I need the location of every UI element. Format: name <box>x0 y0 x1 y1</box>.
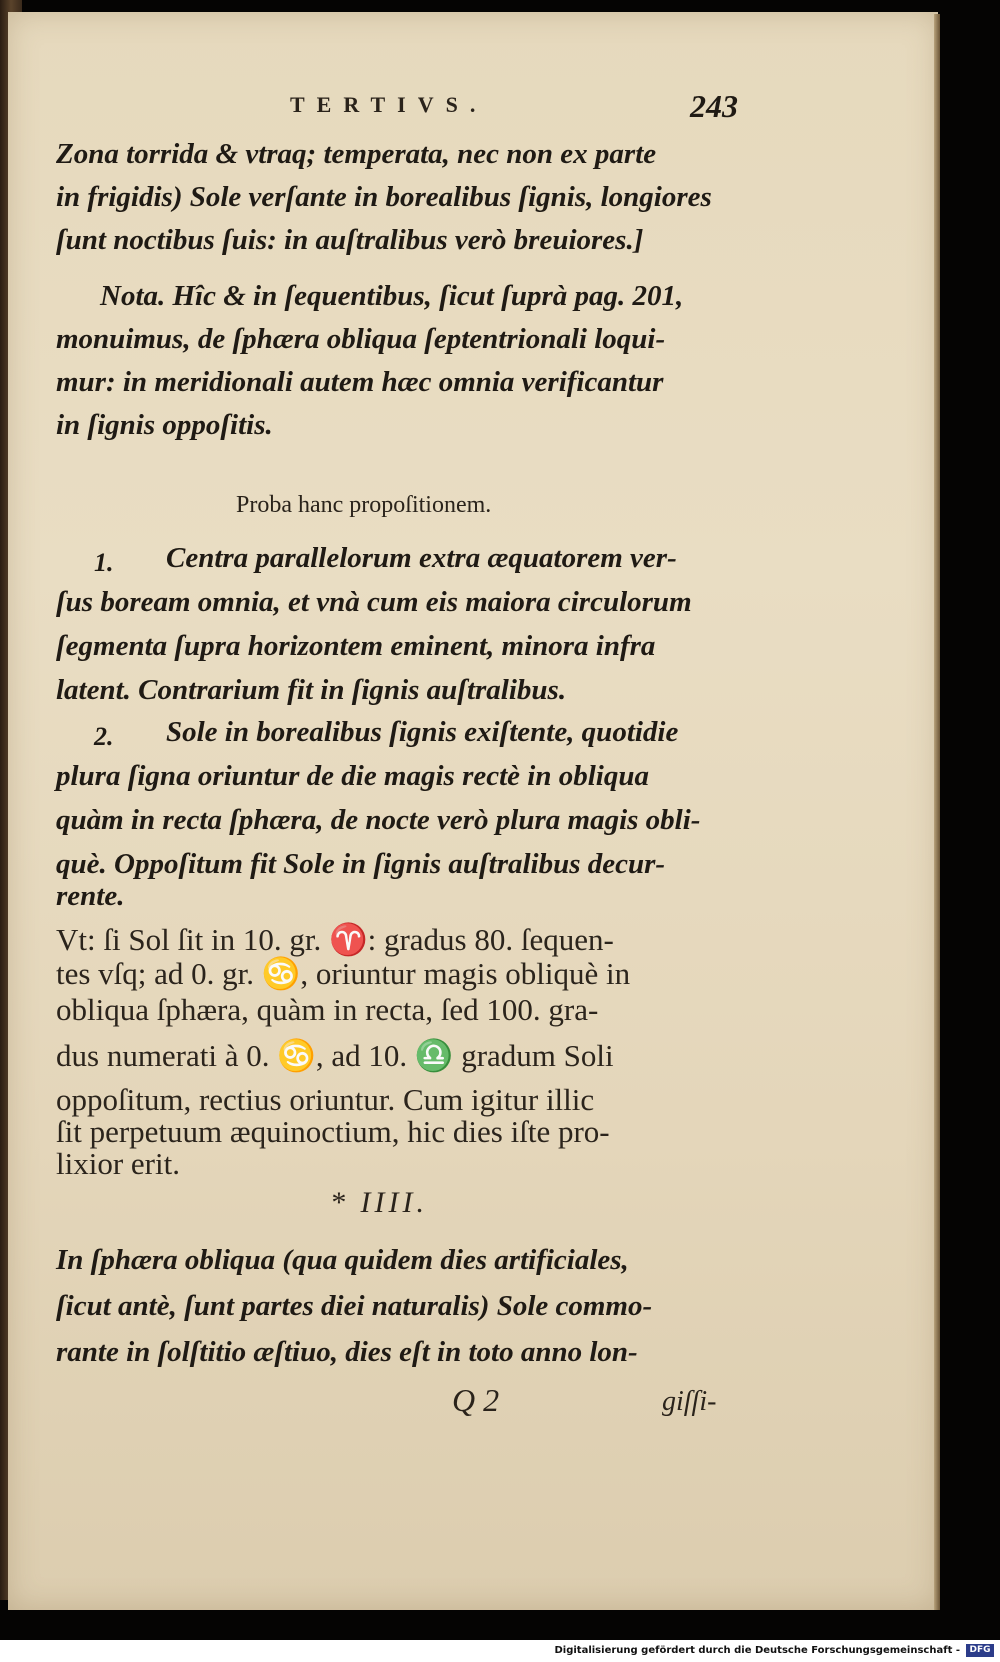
item-number: 1. <box>94 548 114 577</box>
text-line: Vt: ſi Sol ſit in 10. gr. ♈: gradus 80. ſequen- <box>56 922 614 957</box>
text-line: Centra parallelorum extra æquatorem ver- <box>166 542 677 574</box>
text-line: in frigidis) Sole verſante in borealibus ſignis, longiores <box>56 181 712 213</box>
page-number: 243 <box>690 88 738 124</box>
catchword: giſſi- <box>662 1386 717 1417</box>
text-line: oppoſitum, rectius oriuntur. Cum igitur illic <box>56 1082 595 1117</box>
section-subheading: Proba hanc propoſitionem. <box>236 492 492 518</box>
text-line: ſus boream omnia, et vnà cum eis maiora circulorum <box>56 586 692 618</box>
text-line: ſit perpetuum æquinoctium, hic dies iſte pro- <box>56 1114 610 1149</box>
text-line: in ſignis oppoſitis. <box>56 409 273 441</box>
running-title: TERTIVS. <box>290 92 488 117</box>
text-line: Nota. Hîc & in ſequentibus, ſicut ſuprà pag. 201, <box>100 280 684 312</box>
text-line: mur: in meridionali autem hæc omnia verificantur <box>56 366 664 398</box>
text-line: què. Oppoſitum fit Sole in ſignis auſtralibus decur- <box>56 848 666 880</box>
text-line: quàm in recta ſphæra, de nocte verò plura magis obli- <box>56 804 701 836</box>
digitization-credit: Digitalisierung gefördert durch die Deutsche Forschungsgemeinschaft - <box>554 1645 960 1656</box>
dfg-logo: DFG <box>966 1644 994 1657</box>
text-line: Zona torrida & vtraq; temperata, nec non ex parte <box>56 138 657 170</box>
text-line: rente. <box>56 880 125 912</box>
text-line: latent. Contrarium fit in ſignis auſtralibus. <box>56 674 567 706</box>
text-line: tes vſq; ad 0. gr. ♋, oriuntur magis obliquè in <box>56 956 631 991</box>
text-line: ſunt noctibus ſuis: in auſtralibus verò breuiores.] <box>56 224 644 256</box>
text-line: plura ſigna oriuntur de die magis rectè in obliqua <box>56 760 649 792</box>
text-line: ſicut antè, ſunt partes diei naturalis) Sole commo- <box>56 1290 653 1322</box>
text-line: lixior erit. <box>56 1146 180 1181</box>
text-line: ſegmenta ſupra horizontem eminent, minora infra <box>56 630 656 662</box>
text-line: dus numerati à 0. ♋, ad 10. ♎ gradum Soli <box>56 1038 614 1073</box>
text-line: Sole in borealibus ſignis exiſtente, quotidie <box>166 716 679 748</box>
text-line: rante in ſolſtitio æſtiuo, dies eſt in toto anno lon- <box>56 1336 638 1368</box>
text-line: monuimus, de ſphæra obliqua ſeptentrionali loqui- <box>56 323 666 355</box>
text-line: In ſphæra obliqua (qua quidem dies artificiales, <box>56 1244 629 1276</box>
signature-mark: Q 2 <box>452 1382 500 1418</box>
text-line: obliqua ſphæra, quàm in recta, ſed 100. gra- <box>56 992 599 1027</box>
section-mark: * IIII. <box>330 1186 428 1219</box>
item-number: 2. <box>94 722 114 751</box>
page-edge-shadow <box>934 14 940 1610</box>
